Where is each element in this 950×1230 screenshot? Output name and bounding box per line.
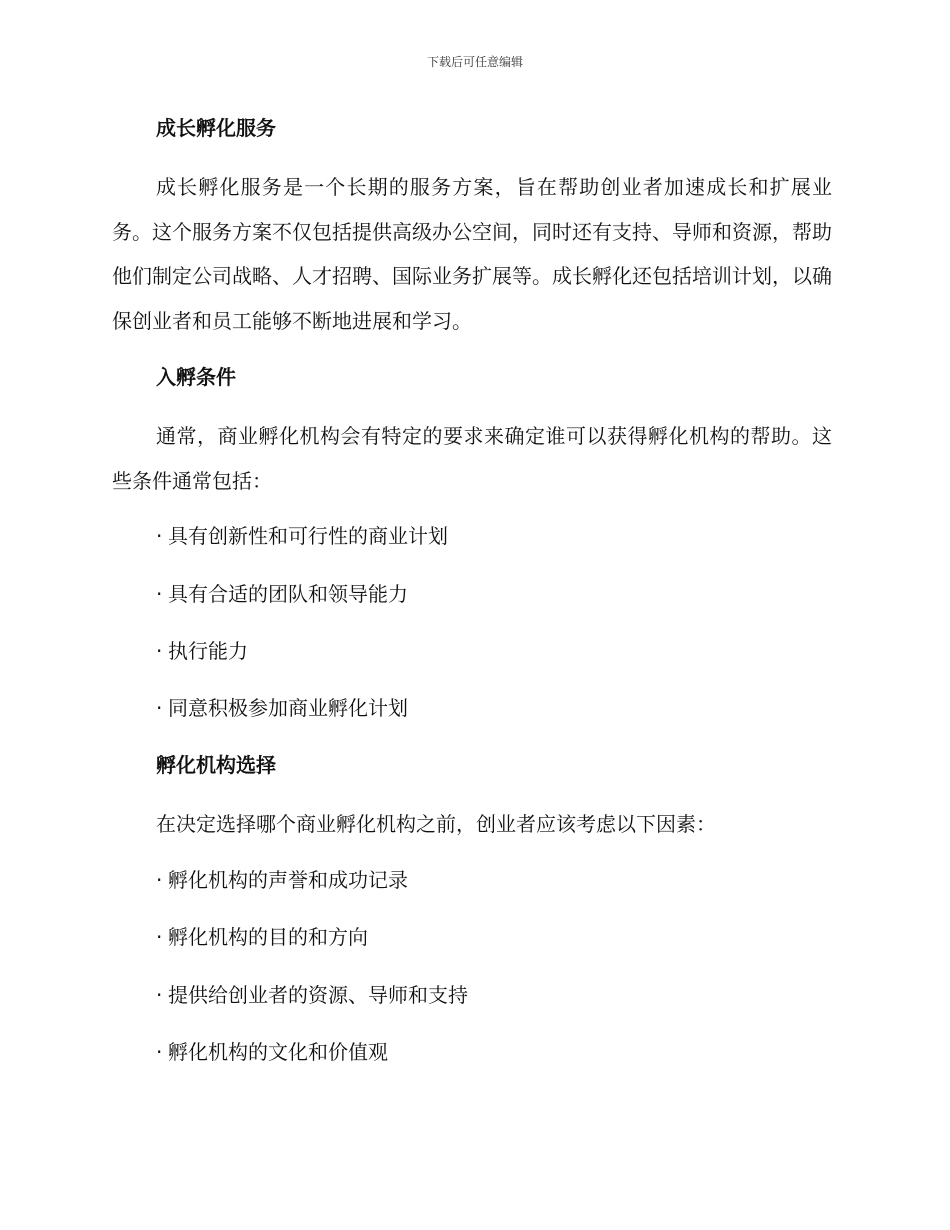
list-item [112,631,832,671]
list-item [112,1032,832,1072]
section-heading-admission: 入孵条件 [156,364,236,389]
list-item-text: 具有合适的团队和领导能力 [168,581,408,606]
bullet-icon: · [156,1040,163,1064]
list-item [112,516,832,556]
list-item-text: 孵化机构的声誉和成功记录 [168,868,408,893]
list-item-text: 孵化机构的文化和价值观 [168,1040,388,1064]
bullet-icon: · [156,524,163,549]
list-item-text: 提供给创业者的资源、导师和支持 [168,982,468,1007]
list-item-text: 孵化机构的目的和方向 [168,925,368,950]
bullet-icon: · [156,581,163,606]
list-item-text: 同意积极参加商业孵化计划 [168,696,408,721]
section-heading-growth: 成长孵化服务 [156,116,276,140]
list-item-text: 具有创新性和可行性的商业计划 [168,524,448,549]
page-header: 下载后可任意编辑 [426,55,523,69]
document-body [112,108,832,1089]
list-item-text: 执行能力 [168,638,248,663]
paragraph-admission: 通常，商业孵化机构会有特定的要求来确定谁可以获得孵化机构的帮助。这些条件通常包括： [112,423,832,493]
list-item [112,917,832,957]
list-item [112,688,832,728]
paragraph-growth: 成长孵化服务是一个长期的服务方案，旨在帮助创业者加速成长和扩展业务。这个服务方案不仅包括提供高级办公空间，同时还有支持、导师和资源，帮助他们制定公司战略、人才招聘、国际业务扩展等。成长孵化还包括培训计划，以确保创业者和员工能够不断地进展和学习。 [112,175,832,334]
list-item [112,975,832,1015]
section-heading-selection: 孵化机构选择 [156,753,276,778]
list-item [112,860,832,900]
bullet-icon: · [156,925,163,950]
list-item [112,574,832,614]
bullet-icon: · [156,982,163,1007]
paragraph-selection: 在决定选择哪个商业孵化机构之前，创业者应该考虑以下因素： [156,812,716,837]
bullet-icon: · [156,638,163,663]
bullet-icon: · [156,696,163,721]
bullet-icon: · [156,868,163,893]
